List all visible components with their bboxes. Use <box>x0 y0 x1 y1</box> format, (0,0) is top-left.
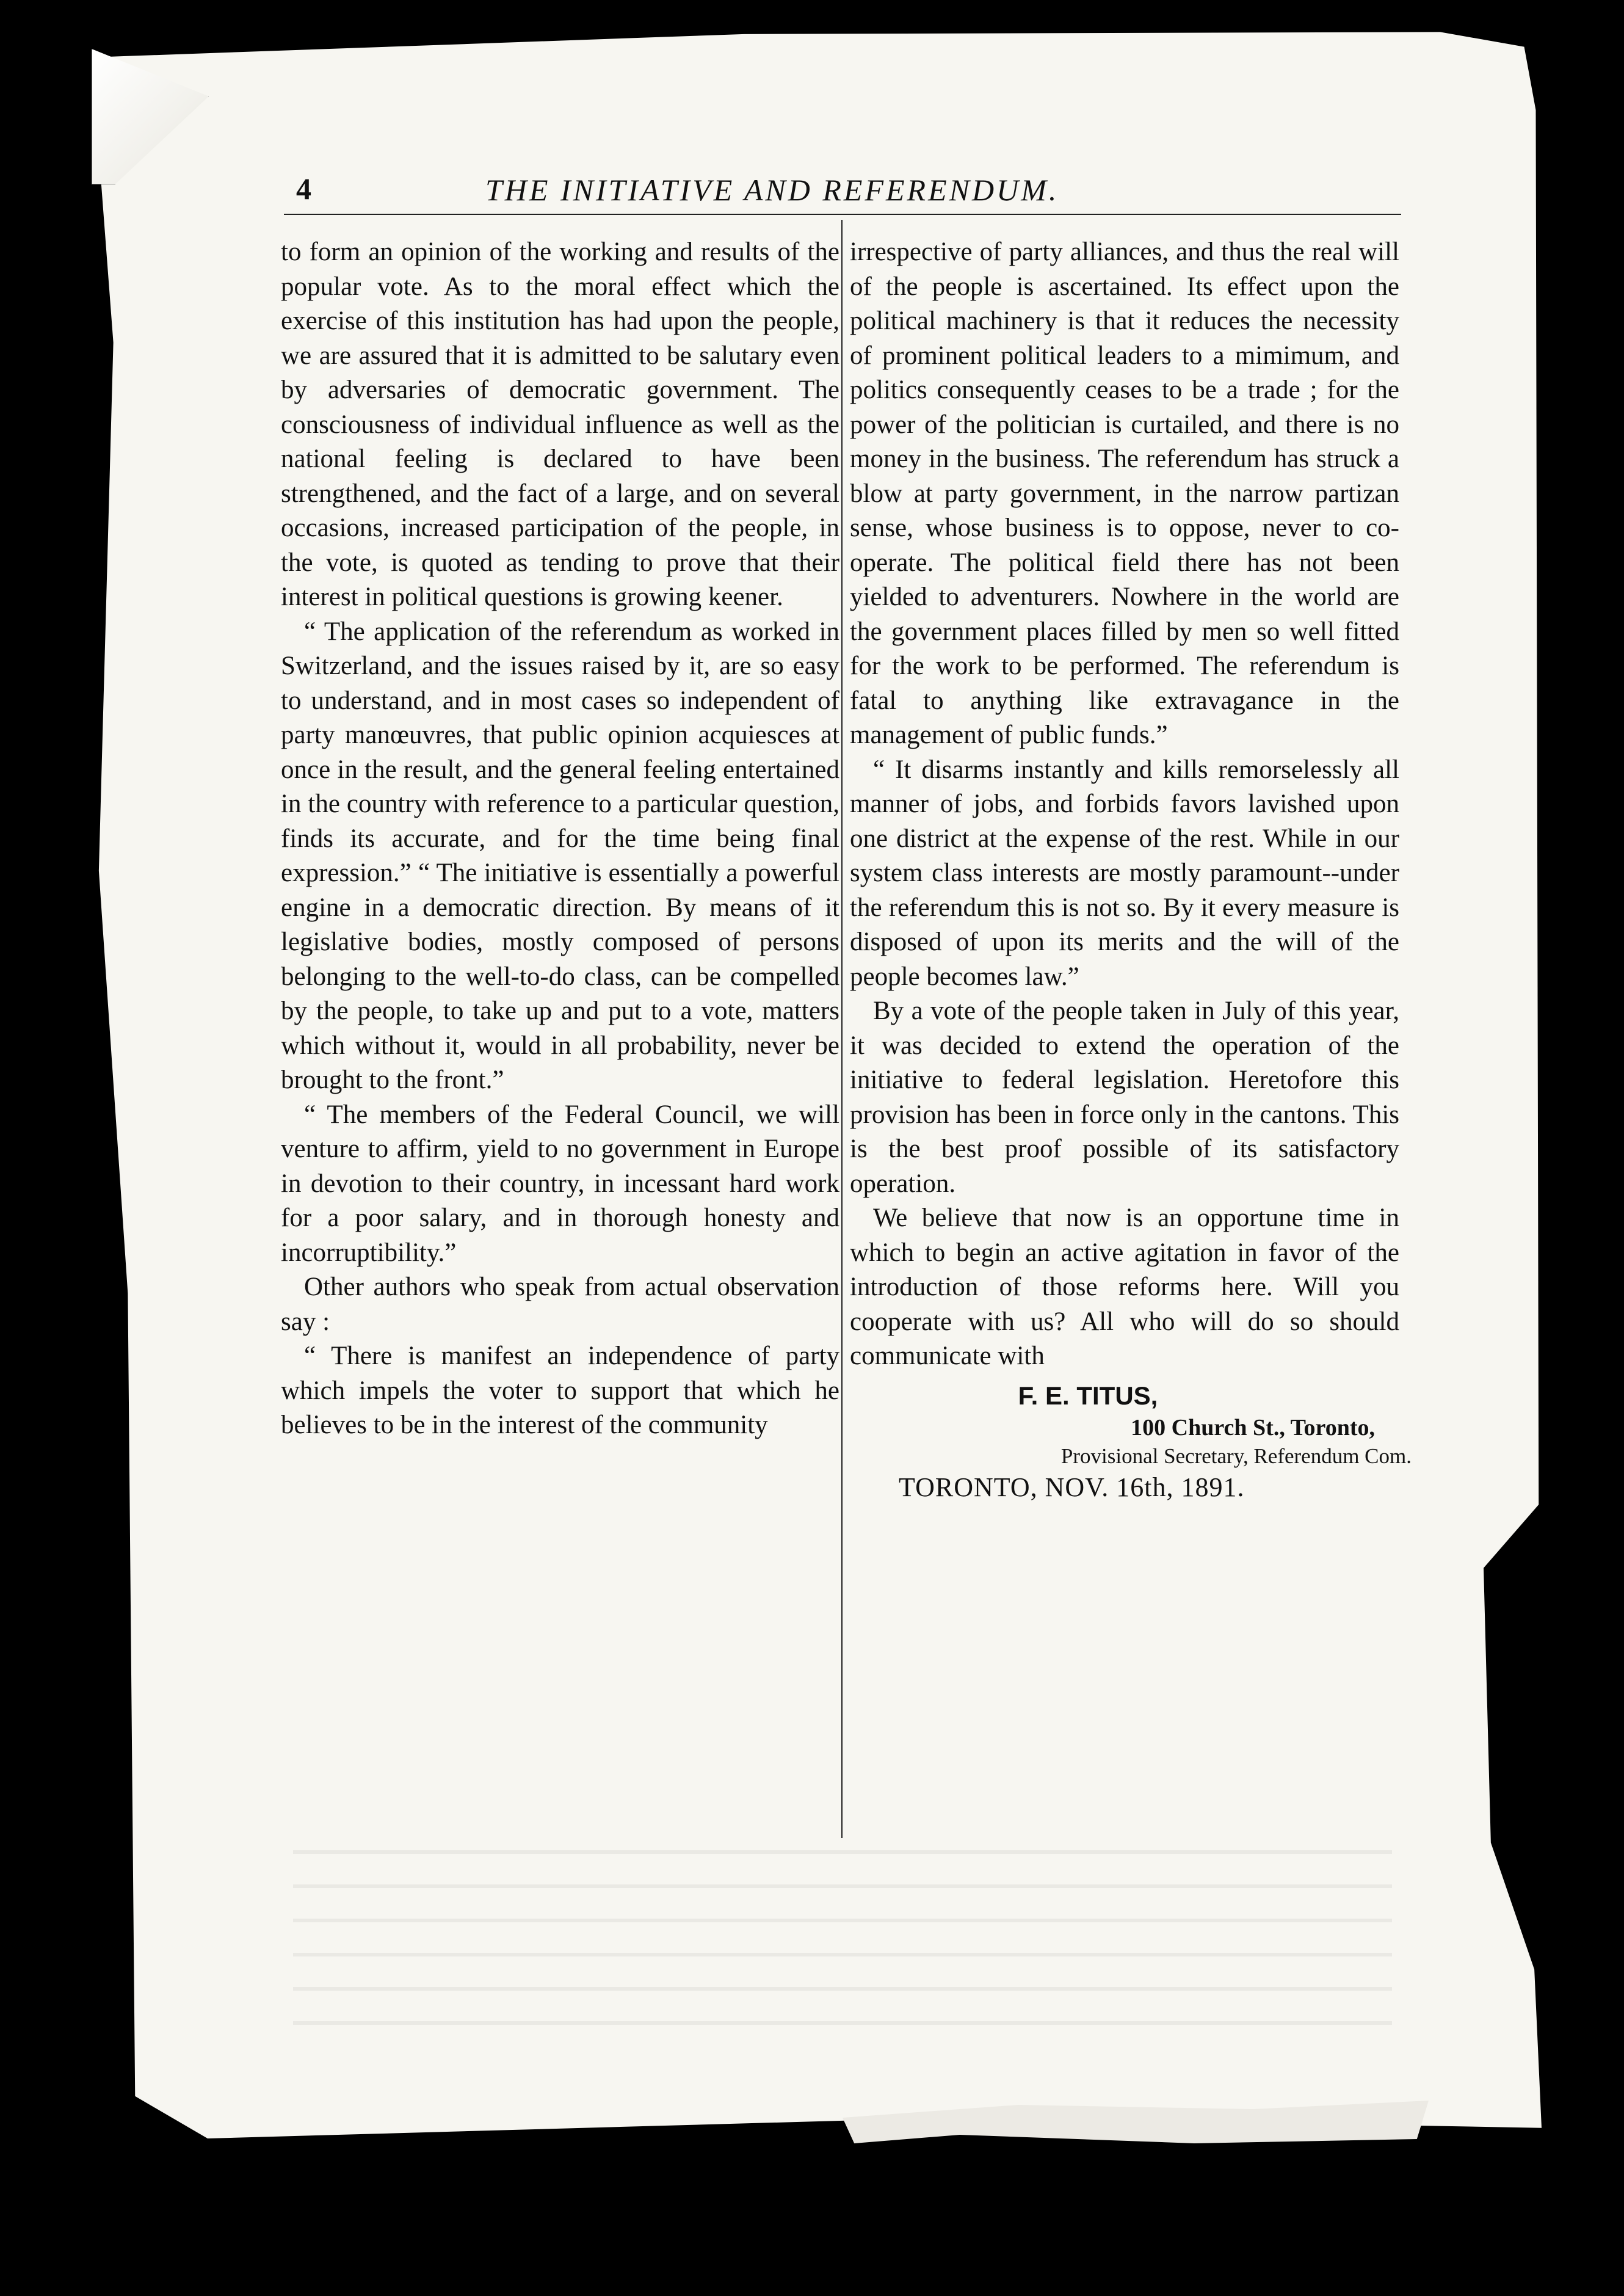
signature-name: F. E. TITUS, <box>1018 1381 1158 1410</box>
paragraph: “ It disarms instantly and kills remorselessly all manner of jobs, and forbids favors lavished upon one district at the expense of the rest. While in our system class interests are mostly paramount--under the referendum this is not so. By it every measure is disposed of upon its merits and the will of the people becomes law.” <box>850 755 1399 991</box>
paragraph: irrespective of party alliances, and thus the real will of the people is ascertained. Its effect upon the political machinery is that it reduces the necessity of prominent political leaders to a mimimum, and politics consequently ceases to be a trade ; for the power of the politician is curtailed, and there is no money in the business. The referendum has struck a blow at party government, in the narrow partizan sense, whose business is to oppose, never to co-operate. The political field there has not been yielded to adventurers. Nowhere in the world are the government places filled by men so well fitted for the work to be performed. The referendum is fatal to anything like extravagance in the management of public funds.” <box>850 238 1399 749</box>
page-number: 4 <box>296 172 311 206</box>
paragraph: to form an opinion of the working and results of the popular vote. As to the moral effect which the exercise of this institution has had upon the people, we are assured that it is admitted to be salutary even by adversaries of democratic government. The consciousness of individual influence as well as the national feeling is declared to have been strengthened, and the fact of a large, and on several occasions, increased participation of the people, in the vote, is quoted as tending to prove that their interest in political questions is growing keener. <box>281 238 839 611</box>
paragraph: We believe that now is an opportune time in which to begin an active agitation in favor of the introduction of those reforms here. Will you cooperate with us? All who will do so should communicate with <box>850 1204 1399 1370</box>
signature-title: Provisional Secretary, Referendum Com. <box>1060 1444 1412 1468</box>
signature-address: 100 Church St., Toronto, <box>1131 1415 1375 1440</box>
running-head: THE INITIATIVE AND REFERENDUM. <box>485 173 1059 207</box>
bleed-through-text <box>293 1850 1392 2033</box>
dateline: TORONTO, NOV. 16th, 1891. <box>899 1472 1245 1502</box>
paragraph: Other authors who speak from actual observation say : <box>281 1273 839 1336</box>
right-column <box>850 235 1412 1505</box>
paragraph: “ The application of the referendum as worked in Switzerland, and the issues raised by it, are so easy to understand, and in most cases so independent of party manœuvres, that public opinion acquiesces at once in the result, and the general feeling entertained in the country with reference to a particular question, finds its accurate, and for the time being final expression.” “ The initiative is essentially a powerful engine in a democratic direction. By means of it legislative bodies, mostly composed of persons belonging to the well-to-do class, can be compelled by the people, to take up and put to a vote, matters which without it, would in all probability, never be brought to the front.” <box>281 617 839 1094</box>
paragraph: “ The members of the Federal Council, we will venture to affirm, yield to no government in Europe in devotion to their country, in incessant hard work for a poor salary, and in thorough honesty and incorruptibility.” <box>281 1100 839 1267</box>
left-column <box>281 235 839 1443</box>
column-rule <box>841 220 843 1838</box>
paragraph: “ There is manifest an independence of party which impels the voter to support that which he believes to be in the interest of the community <box>281 1342 839 1439</box>
paragraph: By a vote of the people taken in July of this year, it was decided to extend the operation of the initiative to federal legislation. Heretofore this provision has been in force only in the cantons. This is the best proof possible of its satisfactory operation. <box>850 997 1399 1198</box>
page-header <box>284 171 1401 215</box>
